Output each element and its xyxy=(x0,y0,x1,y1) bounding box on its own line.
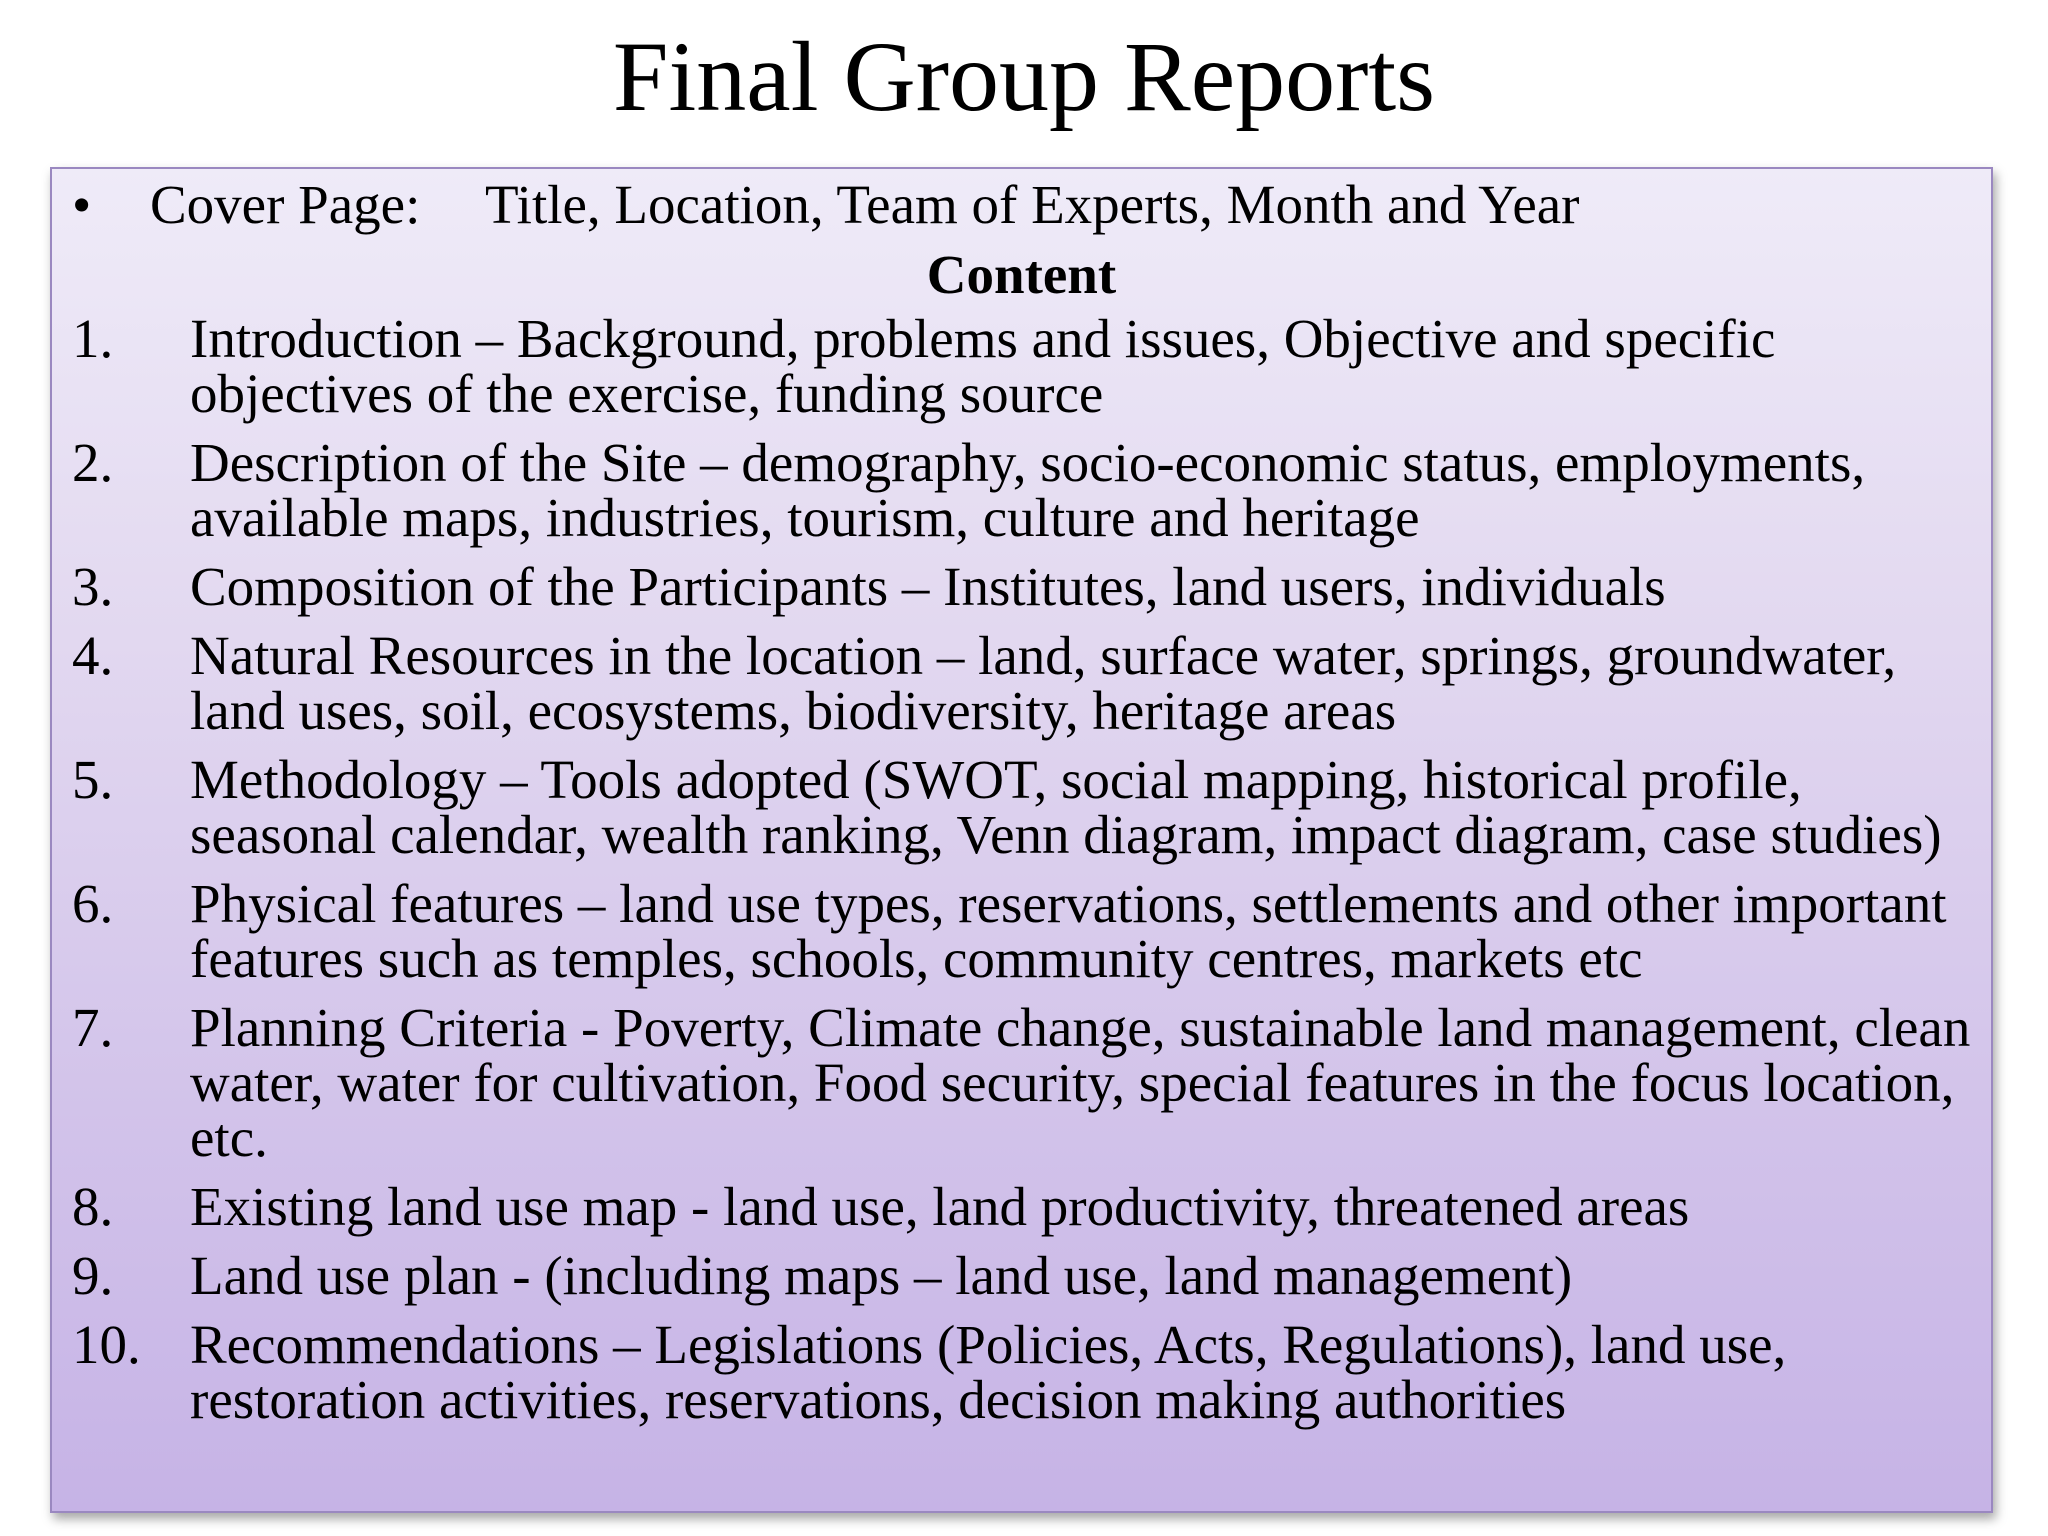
item-text: Methodology – Tools adopted (SWOT, social mapping, historical profile, seasonal calendar, wealth ranking, Venn diagram, impact diagram, case studies) xyxy=(190,749,1942,865)
list-item xyxy=(72,1314,1981,1430)
cover-page-label: Cover Page: xyxy=(150,174,421,235)
slide-title: Final Group Reports xyxy=(612,21,1436,132)
list-item xyxy=(72,625,1981,741)
item-text: Existing land use map - land use, land productivity, threatened areas xyxy=(190,1176,1690,1237)
item-text: Natural Resources in the location – land, surface water, springs, groundwater, land uses, soil, ecosystems, biodiversity, heritage areas xyxy=(190,625,1897,741)
item-number: 9. xyxy=(72,1245,114,1306)
content-heading: Content xyxy=(926,244,1117,305)
list-item xyxy=(72,308,1981,424)
item-text: Physical features – land use types, reservations, settlements and other important features such as temples, schools, community centres, markets etc xyxy=(190,873,1947,989)
item-number: 8. xyxy=(72,1176,114,1237)
item-text: Introduction – Background, problems and issues, Objective and specific objectives of the exercise, funding source xyxy=(190,308,1776,424)
list-item xyxy=(72,1245,1981,1306)
list-item xyxy=(72,749,1981,865)
item-text: Composition of the Participants – Institutes, land users, individuals xyxy=(190,556,1666,617)
item-text: Planning Criteria - Poverty, Climate change, sustainable land management, clean water, water for cultivation, Food security, special features in the focus location, etc. xyxy=(190,997,1971,1168)
item-text: Description of the Site – demography, socio-economic status, employments, available maps, industries, tourism, culture and heritage xyxy=(190,432,1866,548)
content-box xyxy=(50,167,1993,1513)
list-item xyxy=(72,432,1981,548)
item-number: 7. xyxy=(72,997,114,1058)
item-number: 10. xyxy=(72,1314,141,1375)
list-item xyxy=(72,1176,1981,1237)
item-text: Land use plan - (including maps – land use, land management) xyxy=(190,1245,1573,1306)
item-text: Recommendations – Legislations (Policies, Acts, Regulations), land use, restoration activities, reservations, decision making authorities xyxy=(190,1314,1787,1430)
item-number: 1. xyxy=(72,308,114,369)
cover-page-text: Title, Location, Team of Experts, Month and Year xyxy=(485,174,1580,235)
item-number: 2. xyxy=(72,432,114,493)
bullet-mark: • xyxy=(72,174,92,235)
list-item xyxy=(72,997,1981,1168)
cover-page-bullet xyxy=(72,173,1580,237)
item-number: 6. xyxy=(72,873,114,934)
item-number: 3. xyxy=(72,556,114,617)
content-list xyxy=(72,308,1981,1441)
item-number: 5. xyxy=(72,749,114,810)
list-item xyxy=(72,556,1981,617)
item-number: 4. xyxy=(72,625,114,686)
list-item xyxy=(72,873,1981,989)
